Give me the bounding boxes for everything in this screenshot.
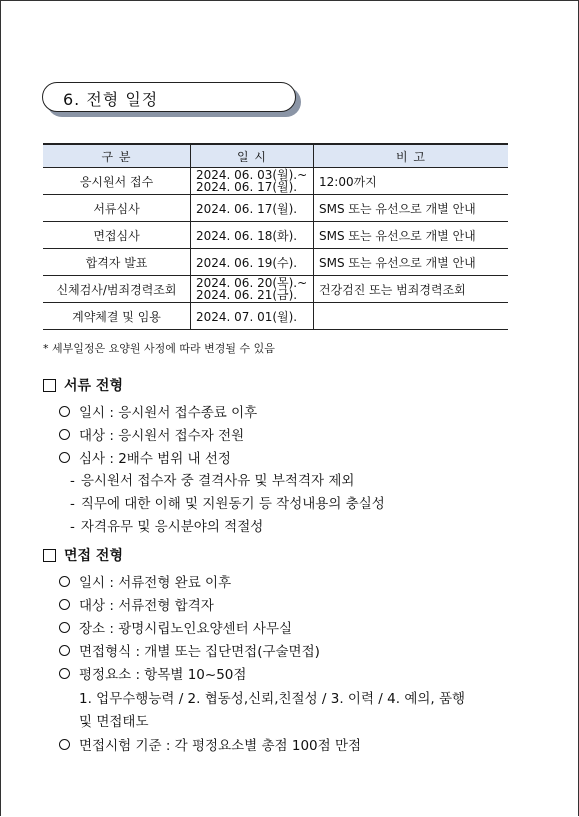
row-note: SMS 또는 유선으로 개별 안내: [314, 195, 509, 222]
item-text: 면접시험 기준 : 각 평정요소별 총점 100점 만점: [79, 738, 362, 754]
row-date: 2024. 06. 19(수).: [191, 249, 314, 276]
item-text: 심사 : 2배수 범위 내 선정: [79, 451, 231, 467]
circle-bullet-icon: [59, 668, 70, 679]
dash-icon: -: [70, 496, 75, 512]
checkbox-square-icon: [43, 379, 56, 392]
sub-item-text: 응시원서 접수자 중 결격사유 및 부적격자 제외: [80, 473, 355, 489]
section-title-box: [42, 82, 296, 112]
row-category: 합격자 발표: [43, 249, 191, 276]
interview-heading: [43, 545, 123, 565]
list-item: [59, 640, 320, 660]
checkbox-square-icon: [43, 549, 56, 562]
list-item: [59, 663, 246, 683]
item-text: 일시 : 응시원서 접수종료 이후: [79, 405, 258, 421]
sub-item: [70, 469, 354, 489]
circle-bullet-icon: [59, 429, 70, 440]
row-date: 2024. 07. 01(월).: [191, 303, 314, 330]
row-category: 계약체결 및 임용: [43, 303, 191, 330]
row-date-line: 2024. 06. 03(월).~: [196, 168, 308, 182]
row-date: [191, 168, 314, 195]
row-note: [314, 303, 509, 330]
item-text: 면접형식 : 개별 또는 집단면접(구술면접): [79, 644, 320, 660]
row-date-line: 2024. 06. 20(목).~: [196, 276, 308, 290]
heading-text: 면접 전형: [64, 548, 123, 564]
row-note: SMS 또는 유선으로 개별 안내: [314, 249, 509, 276]
row-date-line: 2024. 06. 21(금).: [196, 288, 298, 302]
item-text: 일시 : 서류전형 완료 이후: [79, 575, 232, 591]
row-date-line: 2024. 06. 17(월).: [196, 180, 298, 194]
row-category: 면접심사: [43, 222, 191, 249]
list-item: [59, 734, 361, 754]
circle-bullet-icon: [59, 739, 70, 750]
row-date: [191, 276, 314, 303]
list-item: [59, 401, 257, 421]
table-header-row: [43, 144, 508, 168]
circle-bullet-icon: [59, 645, 70, 656]
list-item: [59, 424, 244, 444]
circle-bullet-icon: [59, 622, 70, 633]
row-date: 2024. 06. 18(화).: [191, 222, 314, 249]
heading-text: 서류 전형: [64, 378, 123, 394]
dash-icon: -: [70, 473, 75, 489]
section-title: 6. 전형 일정: [63, 90, 159, 109]
row-note: SMS 또는 유선으로 개별 안내: [314, 222, 509, 249]
circle-bullet-icon: [59, 452, 70, 463]
sub-item: [70, 515, 263, 535]
circle-bullet-icon: [59, 599, 70, 610]
circle-bullet-icon: [59, 406, 70, 417]
sub-item: [70, 492, 385, 512]
criteria-line: 및 면접태도: [79, 714, 149, 730]
table-row: [43, 168, 508, 195]
list-item: [59, 617, 292, 637]
item-text: 대상 : 서류전형 합격자: [79, 598, 214, 614]
schedule-table: [43, 143, 508, 330]
document-screening-heading: [43, 375, 123, 395]
list-item: [59, 447, 231, 467]
table-row: [43, 249, 508, 276]
sub-item-text: 자격유무 및 응시분야의 적절성: [80, 519, 264, 535]
circle-bullet-icon: [59, 576, 70, 587]
row-category: 신체검사/범죄경력조회: [43, 276, 191, 303]
dash-icon: -: [70, 519, 75, 535]
row-category: 응시원서 접수: [43, 168, 191, 195]
header-date: 일 시: [191, 144, 314, 168]
row-date: 2024. 06. 17(월).: [191, 195, 314, 222]
row-category: 서류심사: [43, 195, 191, 222]
item-text: 평정요소 : 항목별 10~50점: [79, 667, 247, 683]
sub-item-text: 직무에 대한 이해 및 지원동기 등 작성내용의 충실성: [80, 496, 385, 512]
list-item: [59, 594, 214, 614]
footnote: * 세부일정은 요양원 사정에 따라 변경될 수 있음: [43, 342, 275, 355]
header-category: 구 분: [43, 144, 191, 168]
criteria-line: 1. 업무수행능력 / 2. 협동성,신뢰,친절성 / 3. 이력 / 4. 예의, 품행: [79, 691, 466, 707]
row-note: 12:00까지: [314, 168, 509, 195]
table-row: [43, 222, 508, 249]
header-note: 비 고: [314, 144, 509, 168]
item-text: 장소 : 광명시립노인요양센터 사무실: [79, 621, 293, 637]
table-row: [43, 195, 508, 222]
table-row: [43, 276, 508, 303]
table-row: [43, 303, 508, 330]
row-note: 건강검진 또는 범죄경력조회: [314, 276, 509, 303]
item-text: 대상 : 응시원서 접수자 전원: [79, 428, 245, 444]
list-item: [59, 571, 231, 591]
